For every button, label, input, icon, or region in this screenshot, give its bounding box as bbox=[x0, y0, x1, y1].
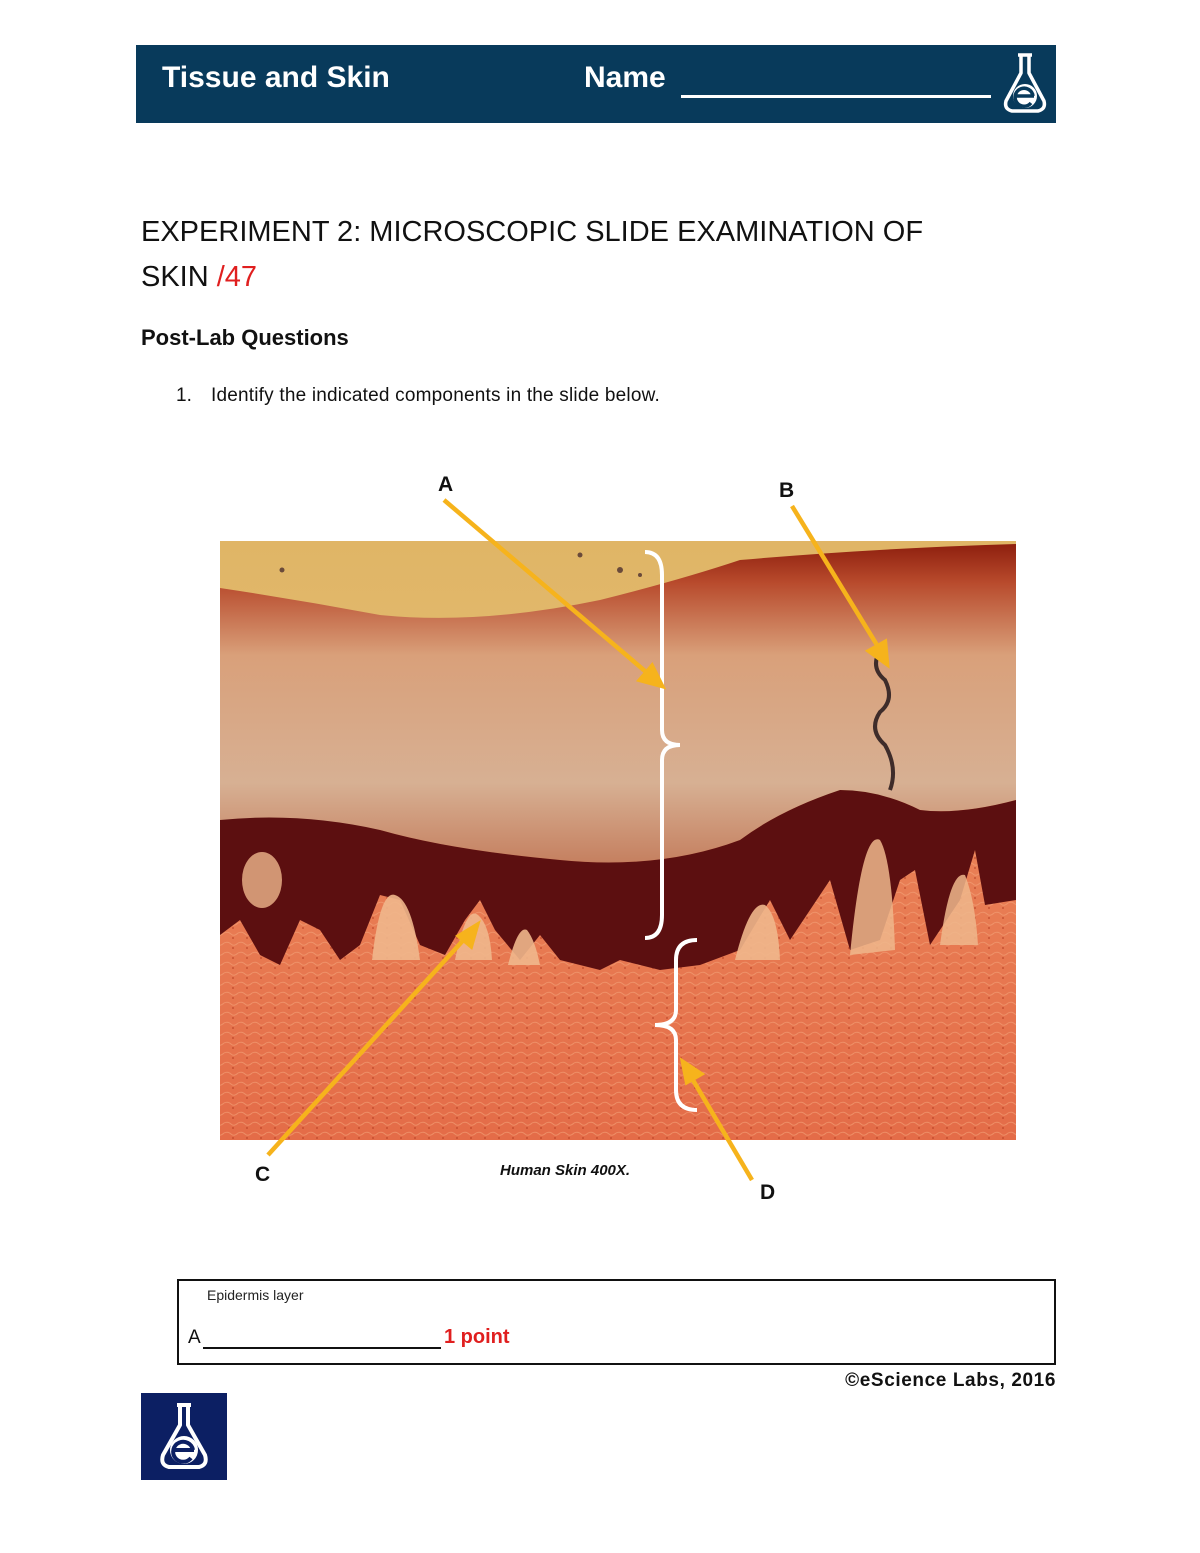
experiment-title-line2: SKIN bbox=[141, 261, 209, 293]
figure-caption: Human Skin 400X. bbox=[500, 1162, 631, 1179]
pointer-arrows bbox=[268, 500, 887, 1180]
answer-letter: A bbox=[188, 1327, 201, 1348]
experiment-score: /47 bbox=[216, 261, 258, 293]
answer-field-line[interactable] bbox=[203, 1347, 441, 1349]
micrograph-image bbox=[220, 541, 1016, 1140]
name-field-line[interactable] bbox=[681, 95, 991, 98]
section-heading: Post-Lab Questions bbox=[141, 325, 349, 350]
answer-text[interactable]: Epidermis layer bbox=[207, 1287, 304, 1303]
figure-label-a: A bbox=[438, 473, 454, 496]
epidermis-bracket bbox=[645, 552, 680, 938]
answer-box bbox=[177, 1279, 1056, 1365]
flask-e-logo-icon bbox=[1000, 51, 1050, 117]
answer-points: 1 point bbox=[444, 1326, 510, 1348]
copyright-text: ©eScience Labs, 2016 bbox=[845, 1370, 1056, 1391]
name-label: Name bbox=[584, 61, 666, 94]
figure-label-d: D bbox=[760, 1181, 776, 1204]
flask-e-logo-icon bbox=[141, 1393, 227, 1480]
experiment-title bbox=[141, 210, 1041, 300]
experiment-title-line1: EXPERIMENT 2: MICROSCOPIC SLIDE EXAMINATION OF bbox=[141, 216, 924, 248]
question-number: 1. bbox=[176, 385, 192, 406]
header-banner bbox=[136, 45, 1056, 123]
figure-label-b: B bbox=[779, 479, 795, 502]
header-title: Tissue and Skin bbox=[162, 61, 390, 94]
question-text: Identify the indicated components in the slide below. bbox=[211, 385, 660, 406]
figure-label-c: C bbox=[255, 1163, 271, 1186]
dermis-bracket bbox=[655, 940, 697, 1110]
